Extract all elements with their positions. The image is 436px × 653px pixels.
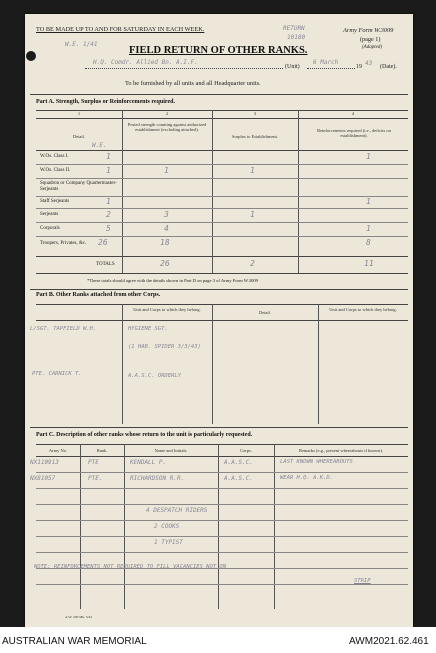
total-surplus: 2 (250, 259, 255, 268)
row-detail: Serjeants (40, 212, 59, 217)
part-a-heading: Part A. Strength, Surplus or Reinforcements required. (36, 99, 175, 105)
date-label: (Date). (380, 64, 397, 70)
row-reinf: 1 (366, 197, 371, 206)
part-c-heading: Part C. Description of other ranks whose return to the unit is particularly requested. (36, 432, 253, 438)
row-we: 1 (106, 197, 111, 206)
row-we: 5 (106, 224, 111, 233)
part-b-col-header: Unit and Corps to which they belong. (133, 307, 201, 312)
row-detail: Troopers, Privates, &c. (40, 241, 87, 246)
row-detail: Squadron or Company Quartermaster-Serjeants (40, 181, 117, 192)
row-we: 26 (98, 238, 108, 247)
remarks: WEAR H.Q. A.K.D. (280, 475, 333, 481)
print-code: A.W. 200 Mk. 5/42 (65, 615, 93, 619)
form-adapted: (Adapted) (362, 45, 382, 50)
remarks: LAST KNOWN WHEREABOUTS (280, 459, 353, 465)
attached-corps: A.A.S.C. ORDERLY (128, 373, 181, 379)
extra-note: 1 TYPIST (154, 539, 183, 546)
part-c-col-header: Name and Initials. (154, 448, 188, 453)
handwritten-return-no: 10180 (287, 34, 306, 41)
row-detail: Staff Serjeants (40, 199, 70, 204)
col-header-detail: Detail. (72, 134, 86, 139)
part-c-note-cont: STRIP (354, 578, 371, 584)
corps: A.A.S.C. (224, 459, 253, 466)
handwritten-date: 6 March (313, 59, 339, 66)
part-c-col-header: Remarks (e.g., present whereabouts if known). (298, 448, 384, 453)
form-page (25, 14, 413, 627)
handwritten-ref: W.E. 1/41 (65, 41, 98, 48)
part-a-table (36, 110, 408, 273)
col-header-surplus: Surplus to Establishment. (231, 134, 279, 139)
totals-label: TOTALS (96, 262, 115, 267)
top-instruction: TO BE MADE UP TO AND FOR SATURDAY IN EACH WEEK. (36, 26, 205, 33)
row-reinf: 1 (366, 224, 371, 233)
col-number-3: 3 (253, 111, 257, 116)
handwritten-return: RETURN (283, 25, 305, 32)
col-header-reinf: Reinforcements required (i.e., deficits on establishment). (317, 128, 391, 138)
part-c-col-header: Corps. (240, 448, 252, 453)
part-c-col-header: Army No. (48, 448, 68, 453)
part-b-heading: Part B. Other Ranks attached from other Corps. (36, 292, 161, 298)
extra-note: 4 DESPATCH RIDERS (146, 507, 208, 514)
handwritten-year: 43 (365, 60, 373, 67)
footer-left: AUSTRALIAN WAR MEMORIAL (2, 636, 147, 647)
part-c-note: NOTE: REINFORCEMENTS NOT REQUIRED TO FILL VACANCIES NOT ON (34, 564, 227, 570)
part-b-col-header: Detail. (258, 310, 272, 315)
handwritten-unit: H.Q. Comdr. Allied Bn. A.I.F. (93, 59, 198, 66)
totals-note: *These totals should agree with the details shown in Part D on page 3 of Army Form W.3009 (87, 278, 258, 283)
col-number-1: 1 (77, 111, 81, 116)
col-number-4: 4 (351, 111, 355, 116)
form-title: FIELD RETURN OF OTHER RANKS. (129, 45, 308, 56)
corps: A.A.S.C. (224, 475, 253, 482)
punch-hole (26, 51, 36, 61)
col-number-2: 2 (165, 111, 169, 116)
army-no: NX110913 (30, 459, 59, 466)
row-detail: W.Os. Class I. (40, 154, 69, 159)
row-posted: 3 (164, 210, 169, 219)
row-we: 2 (106, 210, 111, 219)
attached-name: L/SGT. TAPFIELD W.H. (30, 326, 97, 332)
extra-note: 2 COOKS (154, 523, 180, 530)
attached-corps: (1 HAB. SPIDER 3/3/43) (128, 344, 201, 350)
row-surplus: 1 (250, 166, 255, 175)
archive-footer (0, 627, 436, 653)
part-b-table (30, 304, 408, 424)
name-initials: KENDALL P. (130, 459, 167, 466)
part-c-table (30, 444, 408, 609)
handwritten-we: W.E. (92, 142, 107, 149)
row-surplus: 1 (250, 210, 255, 219)
total-posted: 26 (160, 259, 170, 268)
row-we: 1 (106, 152, 111, 161)
army-no: NX81057 (30, 475, 56, 482)
col-header-posted: Posted strength counting against authorized establishment (excluding attached). (127, 122, 207, 132)
footer-right: AWM2021.62.461 (349, 636, 429, 647)
total-reinf: 11 (364, 259, 374, 268)
row-detail: W.Os. Class II. (40, 168, 71, 173)
row-detail: Corporals (40, 226, 60, 231)
row-reinf: 1 (366, 152, 371, 161)
row-posted: 4 (164, 224, 169, 233)
rank: PTE. (88, 475, 103, 482)
rank: PTE (88, 459, 99, 466)
attached-corps: HYGIENE SGT. (128, 326, 168, 332)
year-prefix: 19 (356, 64, 362, 70)
name-initials: RICHARDSON R.R. (130, 475, 185, 482)
attached-name: PTE. CARNICK T. (32, 371, 82, 377)
part-b-col-header: Unit and Corps to which they belong. (329, 307, 397, 312)
row-we: 1 (106, 166, 111, 175)
unit-label: (Unit) (285, 64, 300, 70)
row-posted: 1 (164, 166, 169, 175)
form-page-number: (page 1) (360, 36, 381, 43)
furnished-instruction: To be furnished by all units and all Headquarter units. (125, 80, 261, 87)
row-reinf: 8 (366, 238, 371, 247)
form-number: Army Form W.3009 (343, 27, 394, 34)
part-c-col-header: Rank. (96, 448, 108, 453)
row-posted: 18 (160, 238, 170, 247)
